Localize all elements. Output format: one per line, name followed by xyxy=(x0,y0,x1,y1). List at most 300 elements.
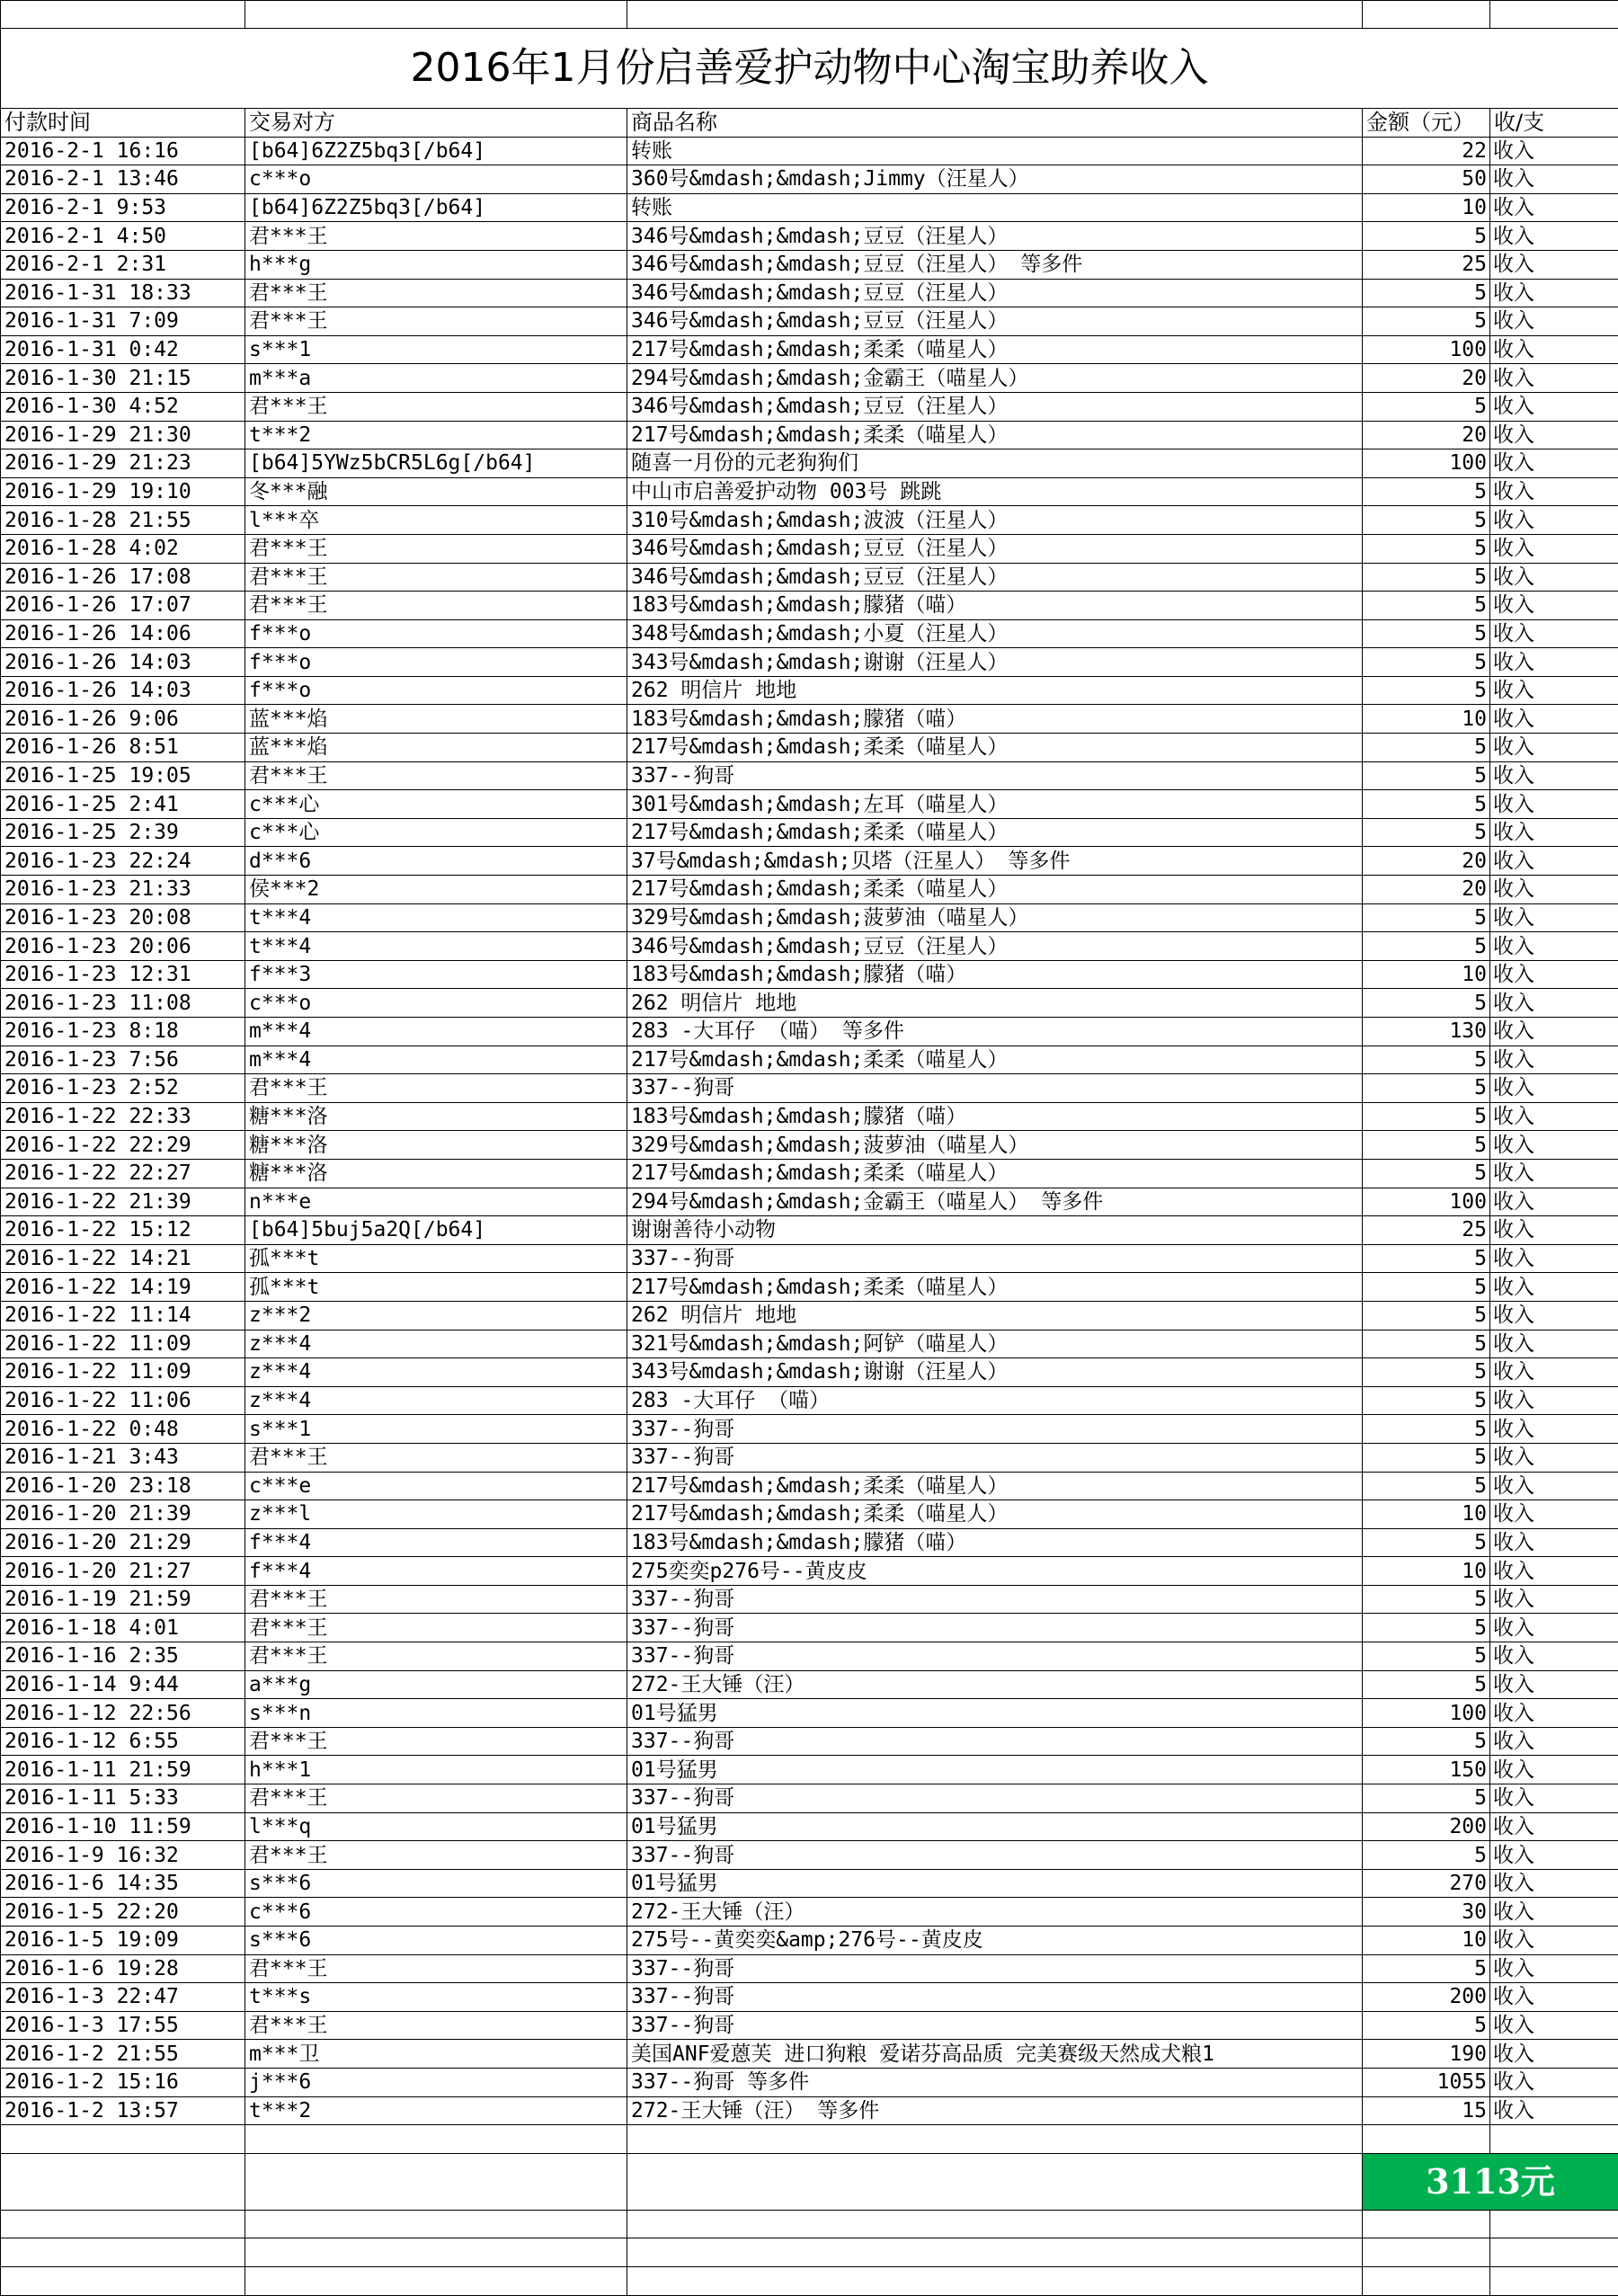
cell-time[interactable]: 2016-1-23 7:56 xyxy=(1,1046,245,1074)
cell-amount[interactable]: 5 xyxy=(1363,619,1490,648)
cell-direction[interactable]: 收入 xyxy=(1490,563,1618,592)
cell-direction[interactable]: 收入 xyxy=(1490,1472,1618,1500)
cell-direction[interactable]: 收入 xyxy=(1490,1557,1618,1586)
cell-party[interactable]: [b64]5buj5a2Q[/b64] xyxy=(245,1216,627,1245)
cell-item[interactable]: 337--狗哥 xyxy=(627,1784,1363,1813)
cell-direction[interactable]: 收入 xyxy=(1490,1415,1618,1444)
cell-time[interactable]: 2016-1-30 4:52 xyxy=(1,392,245,421)
cell-time[interactable]: 2016-1-11 21:59 xyxy=(1,1756,245,1784)
cell-party[interactable]: 蓝***焰 xyxy=(245,705,627,734)
cell-time[interactable]: 2016-2-1 2:31 xyxy=(1,250,245,279)
empty-cell[interactable] xyxy=(245,2210,627,2238)
cell-time[interactable]: 2016-1-2 21:55 xyxy=(1,2040,245,2069)
header-amount[interactable]: 金额（元） xyxy=(1363,109,1490,138)
cell-direction[interactable]: 收入 xyxy=(1490,1018,1618,1046)
cell-party[interactable]: 君***王 xyxy=(245,392,627,421)
cell-time[interactable]: 2016-1-22 11:06 xyxy=(1,1386,245,1415)
cell-party[interactable]: m***a xyxy=(245,364,627,393)
cell-amount[interactable]: 5 xyxy=(1363,1670,1490,1699)
cell-direction[interactable]: 收入 xyxy=(1490,1443,1618,1472)
empty-cell[interactable] xyxy=(627,2125,1363,2154)
cell-item[interactable]: 337--狗哥 xyxy=(627,1983,1363,2012)
cell-direction[interactable]: 收入 xyxy=(1490,1159,1618,1188)
cell-time[interactable]: 2016-1-30 21:15 xyxy=(1,364,245,393)
empty-cell[interactable] xyxy=(627,2210,1363,2238)
cell-direction[interactable]: 收入 xyxy=(1490,847,1618,876)
cell-time[interactable]: 2016-2-1 13:46 xyxy=(1,165,245,194)
cell-item[interactable]: 275号--黄奕奕&amp;276号--黄皮皮 xyxy=(627,1927,1363,1955)
cell-party[interactable]: 君***王 xyxy=(245,279,627,307)
cell-amount[interactable]: 5 xyxy=(1363,1244,1490,1273)
cell-item[interactable]: 01号猛男 xyxy=(627,1869,1363,1898)
cell-party[interactable]: s***6 xyxy=(245,1869,627,1898)
cell-amount[interactable]: 25 xyxy=(1363,250,1490,279)
cell-party[interactable]: c***o xyxy=(245,165,627,194)
cell-direction[interactable]: 收入 xyxy=(1490,734,1618,762)
cell-time[interactable]: 2016-1-26 17:07 xyxy=(1,592,245,620)
cell-direction[interactable]: 收入 xyxy=(1490,1131,1618,1160)
cell-time[interactable]: 2016-1-22 15:12 xyxy=(1,1216,245,1245)
cell-party[interactable]: t***4 xyxy=(245,932,627,961)
cell-item[interactable]: 343号&mdash;&mdash;谢谢（汪星人） xyxy=(627,1358,1363,1387)
cell-direction[interactable]: 收入 xyxy=(1490,2068,1618,2096)
cell-party[interactable]: 冬***融 xyxy=(245,477,627,506)
cell-time[interactable]: 2016-1-23 20:08 xyxy=(1,903,245,932)
cell-direction[interactable]: 收入 xyxy=(1490,1188,1618,1216)
empty-cell[interactable] xyxy=(245,2266,627,2295)
cell-direction[interactable]: 收入 xyxy=(1490,193,1618,222)
cell-direction[interactable]: 收入 xyxy=(1490,676,1618,705)
cell-item[interactable]: 348号&mdash;&mdash;小夏（汪星人） xyxy=(627,619,1363,648)
cell-time[interactable]: 2016-2-1 4:50 xyxy=(1,222,245,251)
cell-direction[interactable]: 收入 xyxy=(1490,1983,1618,2012)
cell-item[interactable]: 272-王大锤（汪） 等多件 xyxy=(627,2096,1363,2125)
cell-item[interactable]: 294号&mdash;&mdash;金霸王（喵星人） xyxy=(627,364,1363,393)
empty-cell[interactable] xyxy=(1,2153,245,2210)
cell-direction[interactable]: 收入 xyxy=(1490,534,1618,563)
cell-party[interactable]: 糖***洛 xyxy=(245,1102,627,1131)
cell-party[interactable]: c***心 xyxy=(245,818,627,847)
cell-item[interactable]: 217号&mdash;&mdash;柔柔（喵星人） xyxy=(627,818,1363,847)
cell-amount[interactable]: 25 xyxy=(1363,1216,1490,1245)
cell-direction[interactable]: 收入 xyxy=(1490,222,1618,251)
cell-amount[interactable]: 5 xyxy=(1363,1472,1490,1500)
cell-direction[interactable]: 收入 xyxy=(1490,1927,1618,1955)
cell-item[interactable]: 337--狗哥 xyxy=(627,1954,1363,1983)
cell-direction[interactable]: 收入 xyxy=(1490,1102,1618,1131)
cell-time[interactable]: 2016-1-25 2:41 xyxy=(1,790,245,819)
cell-item[interactable]: 343号&mdash;&mdash;谢谢（汪星人） xyxy=(627,648,1363,677)
cell-party[interactable]: f***4 xyxy=(245,1528,627,1557)
cell-amount[interactable]: 5 xyxy=(1363,506,1490,535)
cell-party[interactable]: 君***王 xyxy=(245,2011,627,2040)
cell-party[interactable]: f***o xyxy=(245,648,627,677)
cell-direction[interactable]: 收入 xyxy=(1490,1898,1618,1927)
cell-direction[interactable]: 收入 xyxy=(1490,876,1618,904)
cell-time[interactable]: 2016-1-23 22:24 xyxy=(1,847,245,876)
cell-item[interactable]: 217号&mdash;&mdash;柔柔（喵星人） xyxy=(627,1273,1363,1302)
cell-amount[interactable]: 5 xyxy=(1363,1102,1490,1131)
cell-amount[interactable]: 100 xyxy=(1363,449,1490,478)
cell-party[interactable]: c***o xyxy=(245,989,627,1018)
cell-item[interactable]: 262 明信片 地地 xyxy=(627,989,1363,1018)
cell-party[interactable]: 蓝***焰 xyxy=(245,734,627,762)
cell-amount[interactable]: 20 xyxy=(1363,876,1490,904)
cell-time[interactable]: 2016-1-20 21:27 xyxy=(1,1557,245,1586)
cell-time[interactable]: 2016-1-20 21:29 xyxy=(1,1528,245,1557)
empty-cell[interactable] xyxy=(1490,2238,1618,2267)
cell-time[interactable]: 2016-1-2 13:57 xyxy=(1,2096,245,2125)
empty-cell[interactable] xyxy=(1490,2266,1618,2295)
cell-item[interactable]: 谢谢善待小动物 xyxy=(627,1216,1363,1245)
cell-party[interactable]: z***2 xyxy=(245,1301,627,1330)
cell-direction[interactable]: 收入 xyxy=(1490,165,1618,194)
cell-party[interactable]: f***o xyxy=(245,676,627,705)
cell-amount[interactable]: 20 xyxy=(1363,364,1490,393)
cell-time[interactable]: 2016-1-26 14:06 xyxy=(1,619,245,648)
empty-cell[interactable] xyxy=(1,2266,245,2295)
cell-item[interactable]: 346号&mdash;&mdash;豆豆（汪星人） xyxy=(627,563,1363,592)
cell-item[interactable]: 217号&mdash;&mdash;柔柔（喵星人） xyxy=(627,1500,1363,1529)
cell-time[interactable]: 2016-1-22 21:39 xyxy=(1,1188,245,1216)
cell-item[interactable]: 随喜一月份的元老狗狗们 xyxy=(627,449,1363,478)
header-time[interactable]: 付款时间 xyxy=(1,109,245,138)
cell-item[interactable]: 321号&mdash;&mdash;阿铲（喵星人） xyxy=(627,1330,1363,1358)
cell-party[interactable]: 君***王 xyxy=(245,534,627,563)
cell-direction[interactable]: 收入 xyxy=(1490,1727,1618,1756)
cell-time[interactable]: 2016-1-23 11:08 xyxy=(1,989,245,1018)
cell-party[interactable]: c***6 xyxy=(245,1898,627,1927)
cell-direction[interactable]: 收入 xyxy=(1490,137,1618,165)
cell-item[interactable]: 217号&mdash;&mdash;柔柔（喵星人） xyxy=(627,1472,1363,1500)
cell-item[interactable]: 346号&mdash;&mdash;豆豆（汪星人） xyxy=(627,222,1363,251)
cell-item[interactable]: 275奕奕p276号--黄皮皮 xyxy=(627,1557,1363,1586)
cell-direction[interactable]: 收入 xyxy=(1490,1841,1618,1870)
cell-party[interactable]: s***1 xyxy=(245,335,627,364)
cell-amount[interactable]: 5 xyxy=(1363,1131,1490,1160)
cell-direction[interactable]: 收入 xyxy=(1490,592,1618,620)
cell-direction[interactable]: 收入 xyxy=(1490,2096,1618,2125)
cell-party[interactable]: m***卫 xyxy=(245,2040,627,2069)
cell-amount[interactable]: 5 xyxy=(1363,563,1490,592)
cell-amount[interactable]: 1055 xyxy=(1363,2068,1490,2096)
cell-party[interactable]: 君***王 xyxy=(245,1954,627,1983)
empty-cell[interactable] xyxy=(1490,2125,1618,2154)
cell-amount[interactable]: 5 xyxy=(1363,1528,1490,1557)
cell-time[interactable]: 2016-1-22 0:48 xyxy=(1,1415,245,1444)
cell-direction[interactable]: 收入 xyxy=(1490,1330,1618,1358)
cell-party[interactable]: 君***王 xyxy=(245,1841,627,1870)
cell-time[interactable]: 2016-1-11 5:33 xyxy=(1,1784,245,1813)
cell-direction[interactable]: 收入 xyxy=(1490,1273,1618,1302)
cell-direction[interactable]: 收入 xyxy=(1490,1244,1618,1273)
cell-item[interactable]: 中山市启善爱护动物 003号 跳跳 xyxy=(627,477,1363,506)
empty-cell[interactable] xyxy=(1363,2125,1490,2154)
cell-party[interactable]: l***卒 xyxy=(245,506,627,535)
cell-time[interactable]: 2016-1-22 14:21 xyxy=(1,1244,245,1273)
cell-direction[interactable]: 收入 xyxy=(1490,1386,1618,1415)
cell-direction[interactable]: 收入 xyxy=(1490,1954,1618,1983)
cell-amount[interactable]: 5 xyxy=(1363,1954,1490,1983)
cell-direction[interactable]: 收入 xyxy=(1490,449,1618,478)
cell-party[interactable]: 君***王 xyxy=(245,761,627,790)
cell-time[interactable]: 2016-1-31 0:42 xyxy=(1,335,245,364)
cell-amount[interactable]: 5 xyxy=(1363,932,1490,961)
empty-cell[interactable] xyxy=(627,2238,1363,2267)
cell-party[interactable]: 君***王 xyxy=(245,563,627,592)
cell-item[interactable]: 337--狗哥 xyxy=(627,2011,1363,2040)
cell-amount[interactable]: 22 xyxy=(1363,137,1490,165)
cell-time[interactable]: 2016-1-22 22:29 xyxy=(1,1131,245,1160)
cell-item[interactable]: 283 -大耳仔 （喵） 等多件 xyxy=(627,1018,1363,1046)
cell-amount[interactable]: 5 xyxy=(1363,392,1490,421)
empty-cell[interactable] xyxy=(1363,2238,1490,2267)
cell-amount[interactable]: 5 xyxy=(1363,1301,1490,1330)
cell-time[interactable]: 2016-1-9 16:32 xyxy=(1,1841,245,1870)
cell-party[interactable]: 君***王 xyxy=(245,1642,627,1671)
cell-item[interactable]: 01号猛男 xyxy=(627,1756,1363,1784)
cell-direction[interactable]: 收入 xyxy=(1490,2011,1618,2040)
cell-amount[interactable]: 150 xyxy=(1363,1756,1490,1784)
cell-amount[interactable]: 10 xyxy=(1363,193,1490,222)
cell-item[interactable]: 183号&mdash;&mdash;朦猪（喵） xyxy=(627,960,1363,989)
cell-party[interactable]: j***6 xyxy=(245,2068,627,2096)
cell-time[interactable]: 2016-1-25 2:39 xyxy=(1,818,245,847)
cell-amount[interactable]: 200 xyxy=(1363,1812,1490,1841)
header-direction[interactable]: 收/支 xyxy=(1490,109,1618,138)
cell-time[interactable]: 2016-1-22 11:14 xyxy=(1,1301,245,1330)
cell-amount[interactable]: 5 xyxy=(1363,1443,1490,1472)
cell-time[interactable]: 2016-1-22 11:09 xyxy=(1,1358,245,1387)
cell-time[interactable]: 2016-1-23 8:18 xyxy=(1,1018,245,1046)
cell-time[interactable]: 2016-1-21 3:43 xyxy=(1,1443,245,1472)
cell-direction[interactable]: 收入 xyxy=(1490,1301,1618,1330)
cell-time[interactable]: 2016-1-20 21:39 xyxy=(1,1500,245,1529)
cell-time[interactable]: 2016-2-1 16:16 xyxy=(1,137,245,165)
cell-item[interactable]: 337--狗哥 xyxy=(627,761,1363,790)
cell-item[interactable]: 346号&mdash;&mdash;豆豆（汪星人） xyxy=(627,534,1363,563)
cell-amount[interactable]: 100 xyxy=(1363,1188,1490,1216)
cell-amount[interactable]: 5 xyxy=(1363,1642,1490,1671)
cell-item[interactable]: 01号猛男 xyxy=(627,1812,1363,1841)
cell-direction[interactable]: 收入 xyxy=(1490,1642,1618,1671)
cell-amount[interactable]: 130 xyxy=(1363,1018,1490,1046)
cell-item[interactable]: 337--狗哥 xyxy=(627,1585,1363,1614)
cell-amount[interactable]: 5 xyxy=(1363,1585,1490,1614)
cell-party[interactable]: [b64]6Z2Z5bq3[/b64] xyxy=(245,137,627,165)
cell-time[interactable]: 2016-1-6 19:28 xyxy=(1,1954,245,1983)
cell-party[interactable]: t***2 xyxy=(245,421,627,449)
cell-time[interactable]: 2016-1-10 11:59 xyxy=(1,1812,245,1841)
cell-party[interactable]: z***l xyxy=(245,1500,627,1529)
cell-direction[interactable]: 收入 xyxy=(1490,790,1618,819)
cell-party[interactable]: t***4 xyxy=(245,903,627,932)
cell-amount[interactable]: 5 xyxy=(1363,1273,1490,1302)
cell-amount[interactable]: 20 xyxy=(1363,421,1490,449)
cell-direction[interactable]: 收入 xyxy=(1490,392,1618,421)
cell-time[interactable]: 2016-1-29 21:30 xyxy=(1,421,245,449)
cell-item[interactable]: 217号&mdash;&mdash;柔柔（喵星人） xyxy=(627,335,1363,364)
cell-time[interactable]: 2016-1-19 21:59 xyxy=(1,1585,245,1614)
cell-amount[interactable]: 10 xyxy=(1363,1557,1490,1586)
cell-party[interactable]: f***4 xyxy=(245,1557,627,1586)
cell-item[interactable]: 346号&mdash;&mdash;豆豆（汪星人） xyxy=(627,279,1363,307)
cell-time[interactable]: 2016-1-28 4:02 xyxy=(1,534,245,563)
cell-amount[interactable]: 270 xyxy=(1363,1869,1490,1898)
cell-item[interactable]: 217号&mdash;&mdash;柔柔（喵星人） xyxy=(627,1046,1363,1074)
cell-time[interactable]: 2016-1-12 6:55 xyxy=(1,1727,245,1756)
cell-item[interactable]: 283 -大耳仔 （喵） xyxy=(627,1386,1363,1415)
cell-party[interactable]: 侯***2 xyxy=(245,876,627,904)
cell-amount[interactable]: 5 xyxy=(1363,477,1490,506)
empty-cell[interactable] xyxy=(627,2153,1363,2210)
cell-party[interactable]: z***4 xyxy=(245,1386,627,1415)
cell-item[interactable]: 346号&mdash;&mdash;豆豆（汪星人） xyxy=(627,307,1363,336)
cell-time[interactable]: 2016-1-29 19:10 xyxy=(1,477,245,506)
cell-item[interactable]: 337--狗哥 xyxy=(627,1642,1363,1671)
cell-time[interactable]: 2016-1-23 12:31 xyxy=(1,960,245,989)
cell-amount[interactable]: 20 xyxy=(1363,847,1490,876)
cell-time[interactable]: 2016-1-22 14:19 xyxy=(1,1273,245,1302)
cell-party[interactable]: s***1 xyxy=(245,1415,627,1444)
cell-amount[interactable]: 5 xyxy=(1363,1784,1490,1813)
cell-party[interactable]: t***2 xyxy=(245,2096,627,2125)
cell-item[interactable]: 183号&mdash;&mdash;朦猪（喵） xyxy=(627,592,1363,620)
cell-time[interactable]: 2016-1-22 22:27 xyxy=(1,1159,245,1188)
cell-direction[interactable]: 收入 xyxy=(1490,506,1618,535)
cell-party[interactable]: s***6 xyxy=(245,1927,627,1955)
cell-amount[interactable]: 100 xyxy=(1363,335,1490,364)
cell-item[interactable]: 01号猛男 xyxy=(627,1699,1363,1728)
cell-item[interactable]: 转账 xyxy=(627,137,1363,165)
cell-direction[interactable]: 收入 xyxy=(1490,903,1618,932)
cell-amount[interactable]: 5 xyxy=(1363,592,1490,620)
cell-time[interactable]: 2016-1-23 21:33 xyxy=(1,876,245,904)
cell-party[interactable]: s***n xyxy=(245,1699,627,1728)
cell-amount[interactable]: 10 xyxy=(1363,960,1490,989)
cell-item[interactable]: 37号&mdash;&mdash;贝塔（汪星人） 等多件 xyxy=(627,847,1363,876)
cell-amount[interactable]: 5 xyxy=(1363,1330,1490,1358)
cell-amount[interactable]: 5 xyxy=(1363,307,1490,336)
cell-direction[interactable]: 收入 xyxy=(1490,818,1618,847)
cell-time[interactable]: 2016-1-22 11:09 xyxy=(1,1330,245,1358)
cell-item[interactable]: 294号&mdash;&mdash;金霸王（喵星人） 等多件 xyxy=(627,1188,1363,1216)
cell-direction[interactable]: 收入 xyxy=(1490,1784,1618,1813)
cell-time[interactable]: 2016-1-14 9:44 xyxy=(1,1670,245,1699)
cell-item[interactable]: 272-王大锤（汪） xyxy=(627,1898,1363,1927)
cell-party[interactable]: 君***王 xyxy=(245,1727,627,1756)
empty-cell[interactable] xyxy=(627,2266,1363,2295)
cell-item[interactable]: 217号&mdash;&mdash;柔柔（喵星人） xyxy=(627,876,1363,904)
cell-party[interactable]: d***6 xyxy=(245,847,627,876)
cell-item[interactable]: 337--狗哥 xyxy=(627,1415,1363,1444)
cell-direction[interactable]: 收入 xyxy=(1490,960,1618,989)
cell-amount[interactable]: 5 xyxy=(1363,1046,1490,1074)
cell-time[interactable]: 2016-1-29 21:23 xyxy=(1,449,245,478)
cell-party[interactable]: c***心 xyxy=(245,790,627,819)
cell-item[interactable]: 183号&mdash;&mdash;朦猪（喵） xyxy=(627,1102,1363,1131)
cell-direction[interactable]: 收入 xyxy=(1490,279,1618,307)
cell-item[interactable]: 301号&mdash;&mdash;左耳（喵星人） xyxy=(627,790,1363,819)
cell-amount[interactable]: 5 xyxy=(1363,2011,1490,2040)
cell-time[interactable]: 2016-1-23 20:06 xyxy=(1,932,245,961)
cell-amount[interactable]: 10 xyxy=(1363,1500,1490,1529)
cell-item[interactable]: 217号&mdash;&mdash;柔柔（喵星人） xyxy=(627,1159,1363,1188)
cell-time[interactable]: 2016-1-18 4:01 xyxy=(1,1614,245,1642)
cell-direction[interactable]: 收入 xyxy=(1490,1500,1618,1529)
cell-direction[interactable]: 收入 xyxy=(1490,1046,1618,1074)
cell-party[interactable]: f***3 xyxy=(245,960,627,989)
cell-amount[interactable]: 5 xyxy=(1363,1727,1490,1756)
cell-party[interactable]: 君***王 xyxy=(245,592,627,620)
cell-item[interactable]: 272-王大锤（汪） xyxy=(627,1670,1363,1699)
cell-direction[interactable]: 收入 xyxy=(1490,619,1618,648)
cell-item[interactable]: 转账 xyxy=(627,193,1363,222)
cell-party[interactable]: 君***王 xyxy=(245,1585,627,1614)
cell-item[interactable]: 310号&mdash;&mdash;波波（汪星人） xyxy=(627,506,1363,535)
empty-cell[interactable] xyxy=(245,2238,627,2267)
cell-time[interactable]: 2016-1-31 7:09 xyxy=(1,307,245,336)
cell-amount[interactable]: 50 xyxy=(1363,165,1490,194)
cell-party[interactable]: 君***王 xyxy=(245,1614,627,1642)
header-item[interactable]: 商品名称 xyxy=(627,109,1363,138)
cell-amount[interactable]: 100 xyxy=(1363,1699,1490,1728)
cell-direction[interactable]: 收入 xyxy=(1490,705,1618,734)
cell-party[interactable]: c***e xyxy=(245,1472,627,1500)
cell-item[interactable]: 183号&mdash;&mdash;朦猪（喵） xyxy=(627,705,1363,734)
header-party[interactable]: 交易对方 xyxy=(245,109,627,138)
cell-amount[interactable]: 5 xyxy=(1363,1159,1490,1188)
empty-cell[interactable] xyxy=(1363,2210,1490,2238)
cell-amount[interactable]: 5 xyxy=(1363,648,1490,677)
cell-direction[interactable]: 收入 xyxy=(1490,1358,1618,1387)
total-amount[interactable]: 3113元 xyxy=(1363,2153,1618,2210)
cell-item[interactable]: 337--狗哥 xyxy=(627,1074,1363,1103)
cell-party[interactable]: 君***王 xyxy=(245,1784,627,1813)
cell-direction[interactable]: 收入 xyxy=(1490,1614,1618,1642)
cell-time[interactable]: 2016-1-2 15:16 xyxy=(1,2068,245,2096)
cell-amount[interactable]: 5 xyxy=(1363,790,1490,819)
cell-amount[interactable]: 30 xyxy=(1363,1898,1490,1927)
cell-amount[interactable]: 5 xyxy=(1363,1614,1490,1642)
cell-item[interactable]: 217号&mdash;&mdash;柔柔（喵星人） xyxy=(627,421,1363,449)
cell-direction[interactable]: 收入 xyxy=(1490,1528,1618,1557)
cell-item[interactable]: 346号&mdash;&mdash;豆豆（汪星人） xyxy=(627,392,1363,421)
empty-cell[interactable] xyxy=(1490,2210,1618,2238)
cell-time[interactable]: 2016-1-5 19:09 xyxy=(1,1927,245,1955)
cell-item[interactable]: 262 明信片 地地 xyxy=(627,1301,1363,1330)
cell-party[interactable]: h***g xyxy=(245,250,627,279)
cell-amount[interactable]: 5 xyxy=(1363,534,1490,563)
cell-party[interactable]: [b64]6Z2Z5bq3[/b64] xyxy=(245,193,627,222)
cell-amount[interactable]: 5 xyxy=(1363,1415,1490,1444)
cell-item[interactable]: 329号&mdash;&mdash;菠萝油（喵星人） xyxy=(627,903,1363,932)
cell-party[interactable]: 君***王 xyxy=(245,1443,627,1472)
cell-direction[interactable]: 收入 xyxy=(1490,364,1618,393)
cell-party[interactable]: 君***王 xyxy=(245,1074,627,1103)
cell-party[interactable]: 糖***洛 xyxy=(245,1159,627,1188)
cell-amount[interactable]: 5 xyxy=(1363,818,1490,847)
cell-item[interactable]: 337--狗哥 xyxy=(627,1443,1363,1472)
cell-time[interactable]: 2016-1-31 18:33 xyxy=(1,279,245,307)
cell-direction[interactable]: 收入 xyxy=(1490,648,1618,677)
cell-item[interactable]: 262 明信片 地地 xyxy=(627,676,1363,705)
cell-direction[interactable]: 收入 xyxy=(1490,477,1618,506)
cell-item[interactable]: 346号&mdash;&mdash;豆豆（汪星人） xyxy=(627,932,1363,961)
cell-time[interactable]: 2016-1-26 17:08 xyxy=(1,563,245,592)
cell-item[interactable]: 217号&mdash;&mdash;柔柔（喵星人） xyxy=(627,734,1363,762)
cell-direction[interactable]: 收入 xyxy=(1490,932,1618,961)
